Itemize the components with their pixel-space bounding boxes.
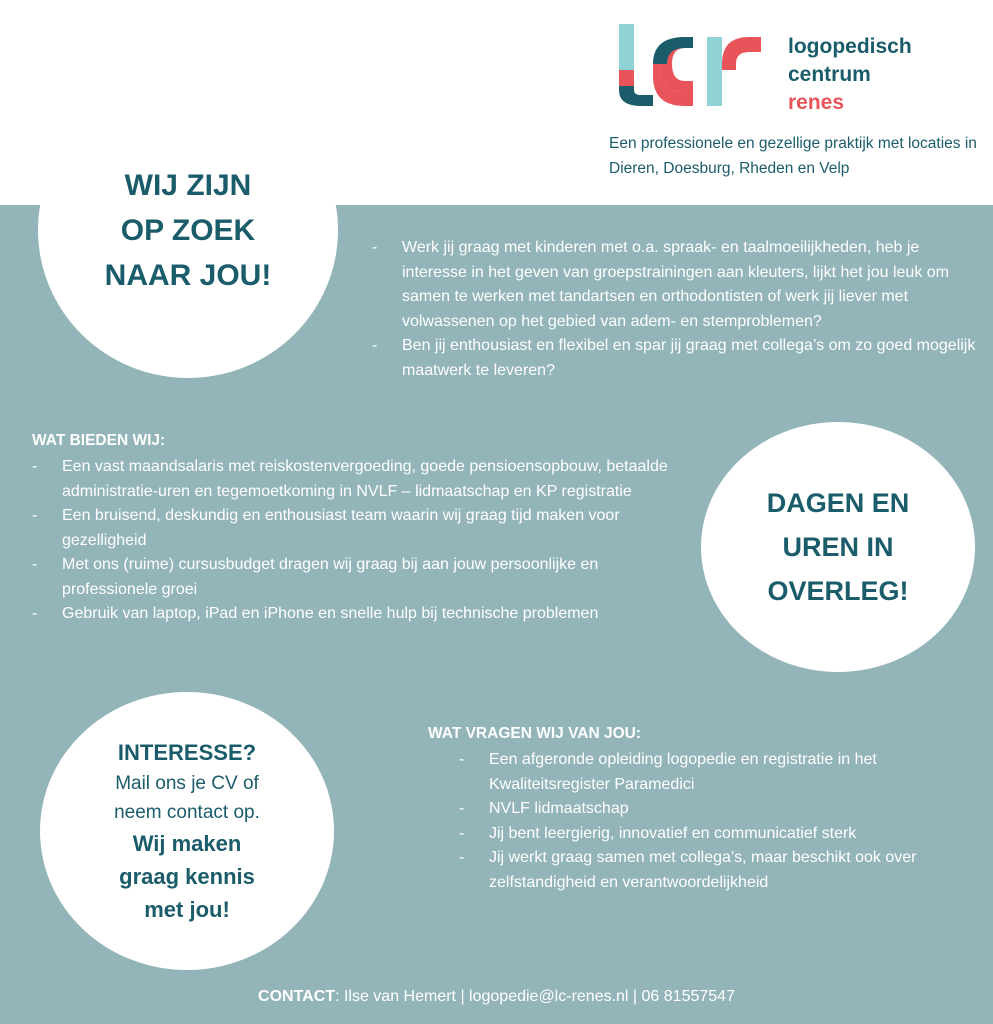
interest-bold1: Wij maken [132,830,242,856]
offer-item: - Gebruik van laptop, iPad en iPhone en snelle hulp bij technische problemen [32,602,672,627]
contact-details[interactable]: : Ilse van Hemert | logopedie@lc-renes.nl | 06 81557547 [335,988,735,1005]
hero-line2: OP ZOEK [120,213,256,247]
brand-line2: centrum [788,63,871,86]
offer-item: - Een bruisend, deskundig en enthousiast team waarin wij graag tijd maken voor gezelligheid [32,504,672,553]
interest-bold3: met jou! [144,896,230,922]
ask-item: - Jij bent leergierig, innovatief en communicatief sterk [459,822,979,847]
hours-line1: DAGEN EN [766,488,910,518]
ask-title: WAT VRAGEN WIJ VAN JOU: [428,725,641,742]
brand-line3: renes [788,91,845,114]
intro-item: - Werk jij graag met kinderen met o.a. spraak- en taalmoeilijkheden, heb je interesse in het geven van groepstrainingen aan kleuters, lijkt het jou leuk om samen te werken met tandartsen en orthodontisten of werk jij liever met volwassenen op het gebied van adem- en stemproblemen? [372,236,982,334]
lcr-logo [615,20,765,108]
interest-bold2: graag kennis [119,863,255,889]
interest-line2: neem contact op. [114,801,260,823]
intro-list [372,236,982,383]
hours-line2: UREN IN [782,532,894,562]
tagline: Een professionele en gezellige praktijk met locaties in Dieren, Doesburg, Rheden en Velp [609,135,977,177]
interest-circle [40,692,334,970]
hours-circle [701,422,975,672]
brand-name [788,33,912,117]
offer-item: - Met ons (ruime) cursusbudget dragen wij graag bij aan jouw persoonlijke en professionele groei [32,553,672,602]
contact-line [0,988,993,1006]
offer-list [32,455,672,627]
hero-circle [38,82,338,378]
ask-item: - NVLF lidmaatschap [459,797,979,822]
hero-line1: WIJ ZIJN [124,168,252,202]
interest-heading: INTERESSE? [117,739,257,765]
offer-item: - Een vast maandsalaris met reiskostenvergoeding, goede pensioensopbouw, betaalde administratie-uren en tegemoetkoming in NVLF – lidmaatschap en KP registratie [32,455,672,504]
ask-item: - Jij werkt graag samen met collega’s, maar beschikt ook over zelfstandigheid en verantwoordelijkheid [459,846,979,895]
contact-label: CONTACT [258,988,336,1005]
hours-line3: OVERLEG! [767,576,909,606]
brand-line1: logopedisch [788,35,912,58]
ask-item: - Een afgeronde opleiding logopedie en registratie in het Kwaliteitsregister Paramedici [459,748,979,797]
intro-item: - Ben jij enthousiast en flexibel en spar jij graag met collega’s om zo goed mogelijk maatwerk te leveren? [372,334,982,383]
hero-line3: NAAR JOU! [104,258,272,292]
ask-list [459,748,979,895]
interest-line1: Mail ons je CV of [115,772,259,794]
offer-title: WAT BIEDEN WIJ: [32,432,166,449]
